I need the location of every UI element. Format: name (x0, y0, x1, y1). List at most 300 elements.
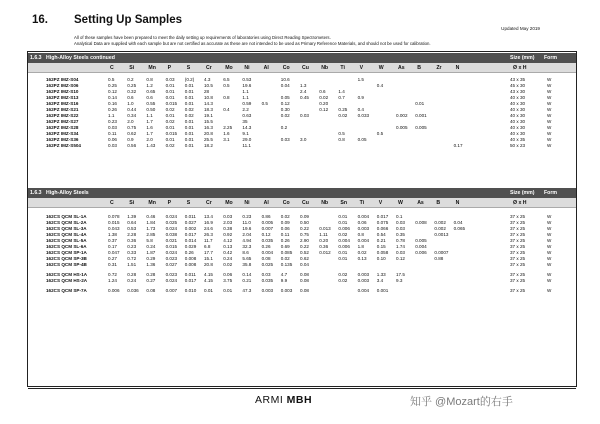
cell-value: 2.0 (146, 137, 153, 142)
cell-size: 37 x 25 (510, 288, 526, 293)
cell-value: 0.007 (261, 226, 274, 231)
cell-value: 0.24 (127, 278, 137, 283)
cell-value: 0.001 (415, 113, 427, 118)
cell-value: 0.006 (108, 288, 120, 293)
cell-value: 14.3 (242, 125, 252, 130)
cell-value: 0.002 (184, 226, 197, 231)
sample-name: 162CS QCM SL-6A (46, 244, 87, 249)
cell-value: 0.005 (415, 125, 427, 130)
cell-value: 0.72 (108, 272, 117, 277)
cell-value: 1.84 (146, 220, 156, 225)
cell-value: 0.058 (376, 250, 389, 255)
cell-value: 0.08 (261, 256, 271, 261)
table-high-alloy (28, 188, 576, 294)
cell-value: 0.002 (396, 113, 408, 118)
cell-value: 0.38 (223, 226, 233, 231)
cell-value: 0.01 (338, 214, 348, 219)
column-header-s: S (186, 200, 191, 206)
cell-value: 0.4 (376, 83, 384, 88)
column-header-cu: Cu (302, 65, 309, 71)
cell-value: 0.02 (184, 107, 194, 112)
cell-value: 0.02 (338, 113, 348, 118)
cell-value: 0.013 (319, 226, 331, 231)
cell-size: 37 x 25 (510, 278, 526, 283)
column-header-p: P (167, 200, 172, 206)
column-header-co: Co (282, 200, 290, 206)
cell-value: 0.075 (376, 220, 389, 225)
cell-value: 0.12 (261, 232, 271, 237)
cell-value: 3.75 (223, 278, 233, 283)
cell-value: 0.59 (242, 101, 252, 106)
cell-value: 0.06 (357, 220, 367, 225)
cell-value: 0.066 (376, 226, 389, 231)
cell-size: 40 x 30 (510, 95, 526, 100)
cell-form: W (547, 83, 552, 88)
brand-logo (255, 394, 312, 406)
cell-value: 0.02 (280, 113, 290, 118)
cell-value: 0.28 (146, 272, 156, 277)
cell-value: 0.03 (261, 272, 271, 277)
cell-value: 0.12 (396, 256, 405, 261)
cell-value: 0.02 (338, 272, 348, 277)
cell-value: 1.3 (300, 83, 307, 88)
cell-value: 0.6 (146, 95, 153, 100)
cell-value: 0.6 (319, 89, 326, 94)
cell-value: 0.0007 (434, 250, 449, 255)
cell-value: 0.008 (184, 256, 197, 261)
cell-form: W (547, 119, 552, 124)
intro-line-1: All of these samples have been prepared to meet the daily setting up requirements of laboratories using Direct Reading Spectrometers. (74, 35, 331, 40)
cell-value: 4.12 (223, 238, 233, 243)
cell-value: 1.74 (396, 244, 405, 249)
cell-form: W (547, 272, 552, 277)
cell-form: W (547, 256, 552, 261)
cell-value: 9.9 (280, 278, 288, 283)
sample-name: 162PZ IMZ-S13 (46, 95, 79, 100)
cell-value: 1.38 (108, 232, 117, 237)
table-high-alloy-continued (28, 53, 576, 149)
column-header-as: As (417, 200, 424, 206)
cell-value: 0.024 (165, 226, 178, 231)
cell-form: W (547, 244, 552, 249)
cell-value: 0.64 (127, 220, 137, 225)
cell-size: 43 x 30 (510, 89, 526, 94)
table-row (28, 262, 576, 268)
column-header-si: Si (129, 200, 135, 206)
cell-value: 0.9 (127, 137, 134, 142)
cell-value: 0.010 (184, 288, 197, 293)
cell-value: 0.28 (127, 272, 137, 277)
cell-value: 0.006 (338, 244, 350, 249)
cell-size: 40 x 30 (510, 101, 526, 106)
size-header: Size (mm) (510, 190, 535, 196)
cell-value: 0.13 (223, 244, 233, 249)
cell-form: W (547, 131, 552, 136)
table-title: High-Alloy Steels continued (46, 55, 115, 61)
cell-value: 0.047 (108, 250, 120, 255)
cell-value: 0.12 (280, 101, 290, 106)
cell-value: 0.8 (146, 77, 153, 82)
cell-value: 0.11 (108, 131, 117, 136)
size-subheader: Ø x H (513, 200, 527, 206)
cell-value: 0.023 (165, 256, 178, 261)
cell-value: 0.01 (184, 83, 194, 88)
column-header-ni: Ni (244, 200, 250, 206)
sample-name: 162PZ IMZ-S34 (46, 131, 79, 136)
cell-value: 0.23 (242, 214, 252, 219)
cell-value: 0.8 (338, 137, 345, 142)
cell-value: 14.3 (204, 101, 213, 106)
cell-size: 37 x 25 (510, 262, 526, 267)
cell-value: 0.5 (261, 101, 268, 106)
column-header-mn: Mn (148, 200, 156, 206)
cell-size: 37 x 25 (510, 250, 526, 255)
cell-size: 40 x 35 (510, 137, 526, 142)
cell-value: 0.035 (261, 238, 274, 243)
column-header-w: W (398, 200, 403, 206)
cell-value: 0.017 (184, 232, 197, 237)
cell-value: 0.26 (261, 244, 271, 249)
cell-value: 0.003 (357, 226, 370, 231)
cell-value: 3.4 (376, 278, 384, 283)
cell-value: 0.24 (146, 244, 156, 249)
cell-value: 5.65 (242, 256, 252, 261)
cell-value: 35 (242, 119, 248, 124)
cell-value: 1.4 (338, 89, 345, 94)
sample-name: 162CS QCM SL-4A (46, 232, 87, 237)
cell-value: 0.03 (396, 226, 405, 231)
cell-value: 2.90 (300, 238, 309, 243)
cell-value: 0.86 (261, 214, 271, 219)
cell-value: 0.043 (108, 226, 120, 231)
cell-value: 0.14 (108, 95, 117, 100)
cell-value: 0.44 (127, 107, 137, 112)
cell-value: 0.2 (127, 77, 134, 82)
size-subheader: Ø x H (513, 65, 527, 71)
cell-value: 1.7 (146, 119, 153, 124)
cell-value: 20.8 (204, 262, 213, 267)
cell-value: 15.1 (204, 256, 213, 261)
cell-value: 0.31 (108, 262, 117, 267)
cell-value: 1.36 (146, 262, 156, 267)
cell-value: 35.8 (242, 262, 252, 267)
cell-value: 0.02 (319, 95, 329, 100)
cell-value: 1.0 (127, 101, 134, 106)
cell-value: 0.63 (242, 113, 252, 118)
cell-value: 16.9 (204, 220, 213, 225)
cell-form: W (547, 226, 552, 231)
table-row (28, 288, 576, 294)
column-header-al: Al (263, 65, 269, 71)
cell-value: 1.1 (146, 113, 153, 118)
cell-value: 0.01 (165, 95, 175, 100)
cell-value: 8.6 (242, 250, 249, 255)
cell-value: 0.011 (184, 272, 196, 277)
cell-value: 20.8 (204, 131, 213, 136)
cell-value: 2.2 (242, 107, 249, 112)
cell-value: 0.37 (108, 238, 117, 243)
column-header-row (28, 63, 576, 73)
cell-value: 0.23 (108, 119, 117, 124)
column-header-mo: Mo (225, 65, 233, 71)
cell-size: 40 x 30 (510, 125, 526, 130)
cell-value: 0.015 (165, 131, 178, 136)
cell-value: 0.46 (146, 214, 156, 219)
cell-size: 37 x 25 (510, 214, 526, 219)
cell-value: 0.22 (300, 244, 309, 249)
cell-value: 1.11 (319, 232, 328, 237)
column-header-w: W (378, 65, 384, 71)
cell-value: 0.7 (338, 95, 345, 100)
cell-value: 0.54 (376, 232, 386, 237)
cell-value: 4.7 (280, 272, 288, 277)
cell-value: 1.1 (242, 89, 249, 94)
cell-value: 0.20 (319, 238, 329, 243)
sample-name: 162PZ IMZ-S27 (46, 119, 79, 124)
cell-size: 45 x 30 (510, 83, 526, 88)
cell-value: 0.065 (453, 226, 466, 231)
cell-value: 0.6 (127, 95, 134, 100)
cell-value: 0.01 (165, 89, 175, 94)
cell-value: 2.04 (242, 232, 252, 237)
cell-size: 43 x 35 (510, 77, 526, 82)
cell-value: 28 (204, 89, 210, 94)
cell-value: 2.03 (223, 220, 233, 225)
cell-value: 0.24 (223, 256, 233, 261)
cell-value: 19.6 (242, 226, 252, 231)
column-header-cu: Cu (302, 200, 309, 206)
cell-value: 0.92 (223, 232, 233, 237)
cell-value: 0.06 (108, 137, 117, 142)
cell-value: 0.004 (338, 238, 350, 243)
cell-value: 0.8 (223, 95, 230, 100)
column-header-co: Co (282, 65, 290, 71)
cell-value: 1.51 (127, 262, 137, 267)
cell-value: 0.01 (184, 119, 194, 124)
cell-value: 0.52 (300, 250, 309, 255)
cell-value: 0.003 (261, 288, 274, 293)
cell-value: 0.56 (127, 143, 137, 148)
column-header-cr: Cr (206, 200, 212, 206)
cell-value: 0.26 (280, 238, 290, 243)
column-header-b: B (417, 65, 421, 71)
cell-value: 0.027 (165, 262, 178, 267)
cell-value: 0.036 (127, 288, 139, 293)
cell-size: 37 x 25 (510, 232, 526, 237)
cell-form: W (547, 278, 552, 283)
cell-value: 0.06 (280, 226, 290, 231)
sample-name: 162CS QCM HS-2A (46, 278, 88, 283)
cell-value: 0.17 (453, 143, 463, 148)
cell-value: 0.13 (357, 256, 367, 261)
cell-value: 0.078 (108, 214, 120, 219)
cell-value: 0.008 (184, 262, 197, 267)
cell-value: 0.05 (280, 95, 290, 100)
sample-name: 162PZ IMZ-S504 (46, 143, 81, 148)
cell-value: 0.36 (319, 244, 329, 249)
cell-value: 1.1 (108, 113, 115, 118)
cell-value: 0.62 (127, 131, 137, 136)
cell-value: 0.01 (184, 101, 194, 106)
cell-value: 0.024 (165, 214, 178, 219)
cell-value: 0.78 (396, 238, 405, 243)
cell-form: W (547, 77, 552, 82)
cell-value: 17.7 (204, 250, 213, 255)
cell-value: 0.1 (396, 214, 403, 219)
cell-form: W (547, 125, 552, 130)
cell-size: 40 x 30 (510, 107, 526, 112)
cell-value: 0.22 (300, 226, 309, 231)
column-header-mo: Mo (225, 200, 233, 206)
cell-value: 0.17 (108, 244, 117, 249)
cell-value: 0.03 (223, 214, 233, 219)
size-header: Size (mm) (510, 55, 535, 61)
cell-value: 0.36 (127, 238, 137, 243)
cell-value: 9.1 (242, 131, 249, 136)
section-title: Setting Up Samples (74, 14, 182, 26)
cell-value: 0.015 (165, 101, 178, 106)
cell-value: 0.017 (184, 278, 197, 283)
column-header-p: P (167, 65, 172, 71)
cell-value: 1.33 (376, 272, 386, 277)
cell-value: 2.85 (146, 232, 156, 237)
table-row (28, 143, 576, 149)
column-header-c: C (110, 200, 114, 206)
cell-value: 0.50 (146, 107, 156, 112)
column-header-mn: Mn (148, 65, 156, 71)
cell-size: 40 x 30 (510, 131, 526, 136)
cell-value: 0.01 (184, 143, 194, 148)
cell-value: 0.25 (338, 107, 348, 112)
updated-date: Updated May 2019 (501, 26, 540, 31)
cell-value: 0.006 (415, 250, 427, 255)
sample-name: 162CS QCM SL-1A (46, 214, 87, 219)
cell-size: 37 x 25 (510, 256, 526, 261)
column-header-zr: Zr (436, 65, 442, 71)
cell-form: W (547, 288, 552, 293)
table-section-number: 1.6.3 (30, 55, 42, 61)
cell-value: 0.024 (165, 250, 178, 255)
cell-value: 0.03 (108, 143, 117, 148)
cell-value: 4.3 (204, 77, 211, 82)
cell-value: 9.3 (396, 278, 403, 283)
cell-value: 26.3 (204, 232, 213, 237)
cell-value: 1.73 (146, 226, 156, 231)
cell-value: 15.5 (204, 119, 213, 124)
cell-value: 0.69 (280, 244, 290, 249)
table-body (28, 208, 576, 294)
cell-value: 3.1 (223, 137, 230, 142)
cell-value: 5.8 (146, 238, 153, 243)
cell-value: 0.16 (108, 101, 117, 106)
cell-form: W (547, 238, 552, 243)
sample-name: 162CS QCM SP-7A (46, 288, 87, 293)
cell-value: 1.8 (357, 244, 364, 249)
cell-value: 0.033 (357, 113, 370, 118)
cell-value: 0.02 (184, 113, 194, 118)
sample-name: 162CS QCM SL-5A (46, 238, 87, 243)
cell-value: 0.005 (396, 125, 408, 130)
column-header-si: Si (129, 65, 135, 71)
cell-value: 0.25 (127, 83, 137, 88)
cell-value: 0.029 (184, 244, 197, 249)
brand-prefix: ARMI (255, 394, 284, 406)
cell-value: 0.5 (108, 77, 115, 82)
cell-value: 0.01 (184, 125, 194, 130)
cell-size: 37 x 25 (510, 238, 526, 243)
cell-value: 0.08 (146, 288, 156, 293)
cell-value: 0.30 (280, 107, 290, 112)
table-title: High-Alloy Steels (46, 190, 89, 196)
cell-value: 0.025 (165, 220, 178, 225)
cell-value: 0.75 (300, 232, 309, 237)
cell-value: 0.01 (223, 288, 233, 293)
cell-value: 0.53 (242, 77, 252, 82)
sample-name: 162CS QCM SL-3A (46, 226, 87, 231)
cell-form: W (547, 214, 552, 219)
cell-value: 0.11 (280, 232, 290, 237)
cell-value: 6.8 (204, 244, 211, 249)
cell-value: 2.4 (300, 89, 307, 94)
cell-value: 0.26 (108, 107, 117, 112)
cell-form: W (547, 143, 552, 148)
cell-size: 40 x 30 (510, 119, 526, 124)
cell-value: 0.014 (184, 238, 197, 243)
cell-value: 0.09 (280, 220, 290, 225)
sample-name: 162CS QCM HS-1A (46, 272, 88, 277)
column-header-v: V (359, 65, 364, 71)
cell-value: 0.05 (357, 137, 367, 142)
table-title-bar (28, 188, 576, 198)
cell-value: 0.0013 (434, 232, 449, 237)
cell-value: 2.28 (127, 232, 137, 237)
cell-value: 0.002 (434, 226, 446, 231)
cell-value: 0.42 (223, 250, 233, 255)
cell-form: W (547, 250, 552, 255)
cell-form: W (547, 262, 552, 267)
cell-value: 0.10 (376, 256, 386, 261)
cell-value: 0.003 (357, 272, 370, 277)
column-header-c: C (110, 65, 114, 71)
table-row (28, 278, 576, 284)
cell-value: 0.09 (300, 214, 309, 219)
cell-value: 10.5 (204, 83, 213, 88)
cell-value: 0.06 (223, 272, 233, 277)
cell-value: 0.001 (376, 288, 389, 293)
column-header-nb: Nb (321, 65, 329, 71)
cell-value: 1.2 (146, 83, 153, 88)
cell-value: 1.39 (127, 214, 137, 219)
cell-value: 0.53 (127, 226, 137, 231)
cell-value: 1.6 (223, 131, 230, 136)
cell-value: 0.12 (319, 107, 329, 112)
sample-name: 162PZ IMZ-S06 (46, 83, 79, 88)
cell-value: 0.004 (261, 250, 274, 255)
cell-value: 0.21 (242, 278, 252, 283)
cell-size: 50 x 23 (510, 143, 526, 148)
sample-name: 162CS QCM SP-3B (46, 256, 87, 261)
cell-value: 0.008 (415, 220, 427, 225)
cell-value: 0.01 (338, 220, 348, 225)
cell-value: 6.5 (223, 77, 230, 82)
cell-value: 0.085 (280, 250, 293, 255)
cell-value: 0.021 (165, 238, 178, 243)
cell-value: 0.01 (338, 256, 348, 261)
sample-name: 162PZ IMZ-S21 (46, 107, 79, 112)
cell-value: 11.1 (242, 143, 251, 148)
cell-value: 0.01 (184, 137, 194, 142)
form-header: Form (544, 55, 557, 61)
